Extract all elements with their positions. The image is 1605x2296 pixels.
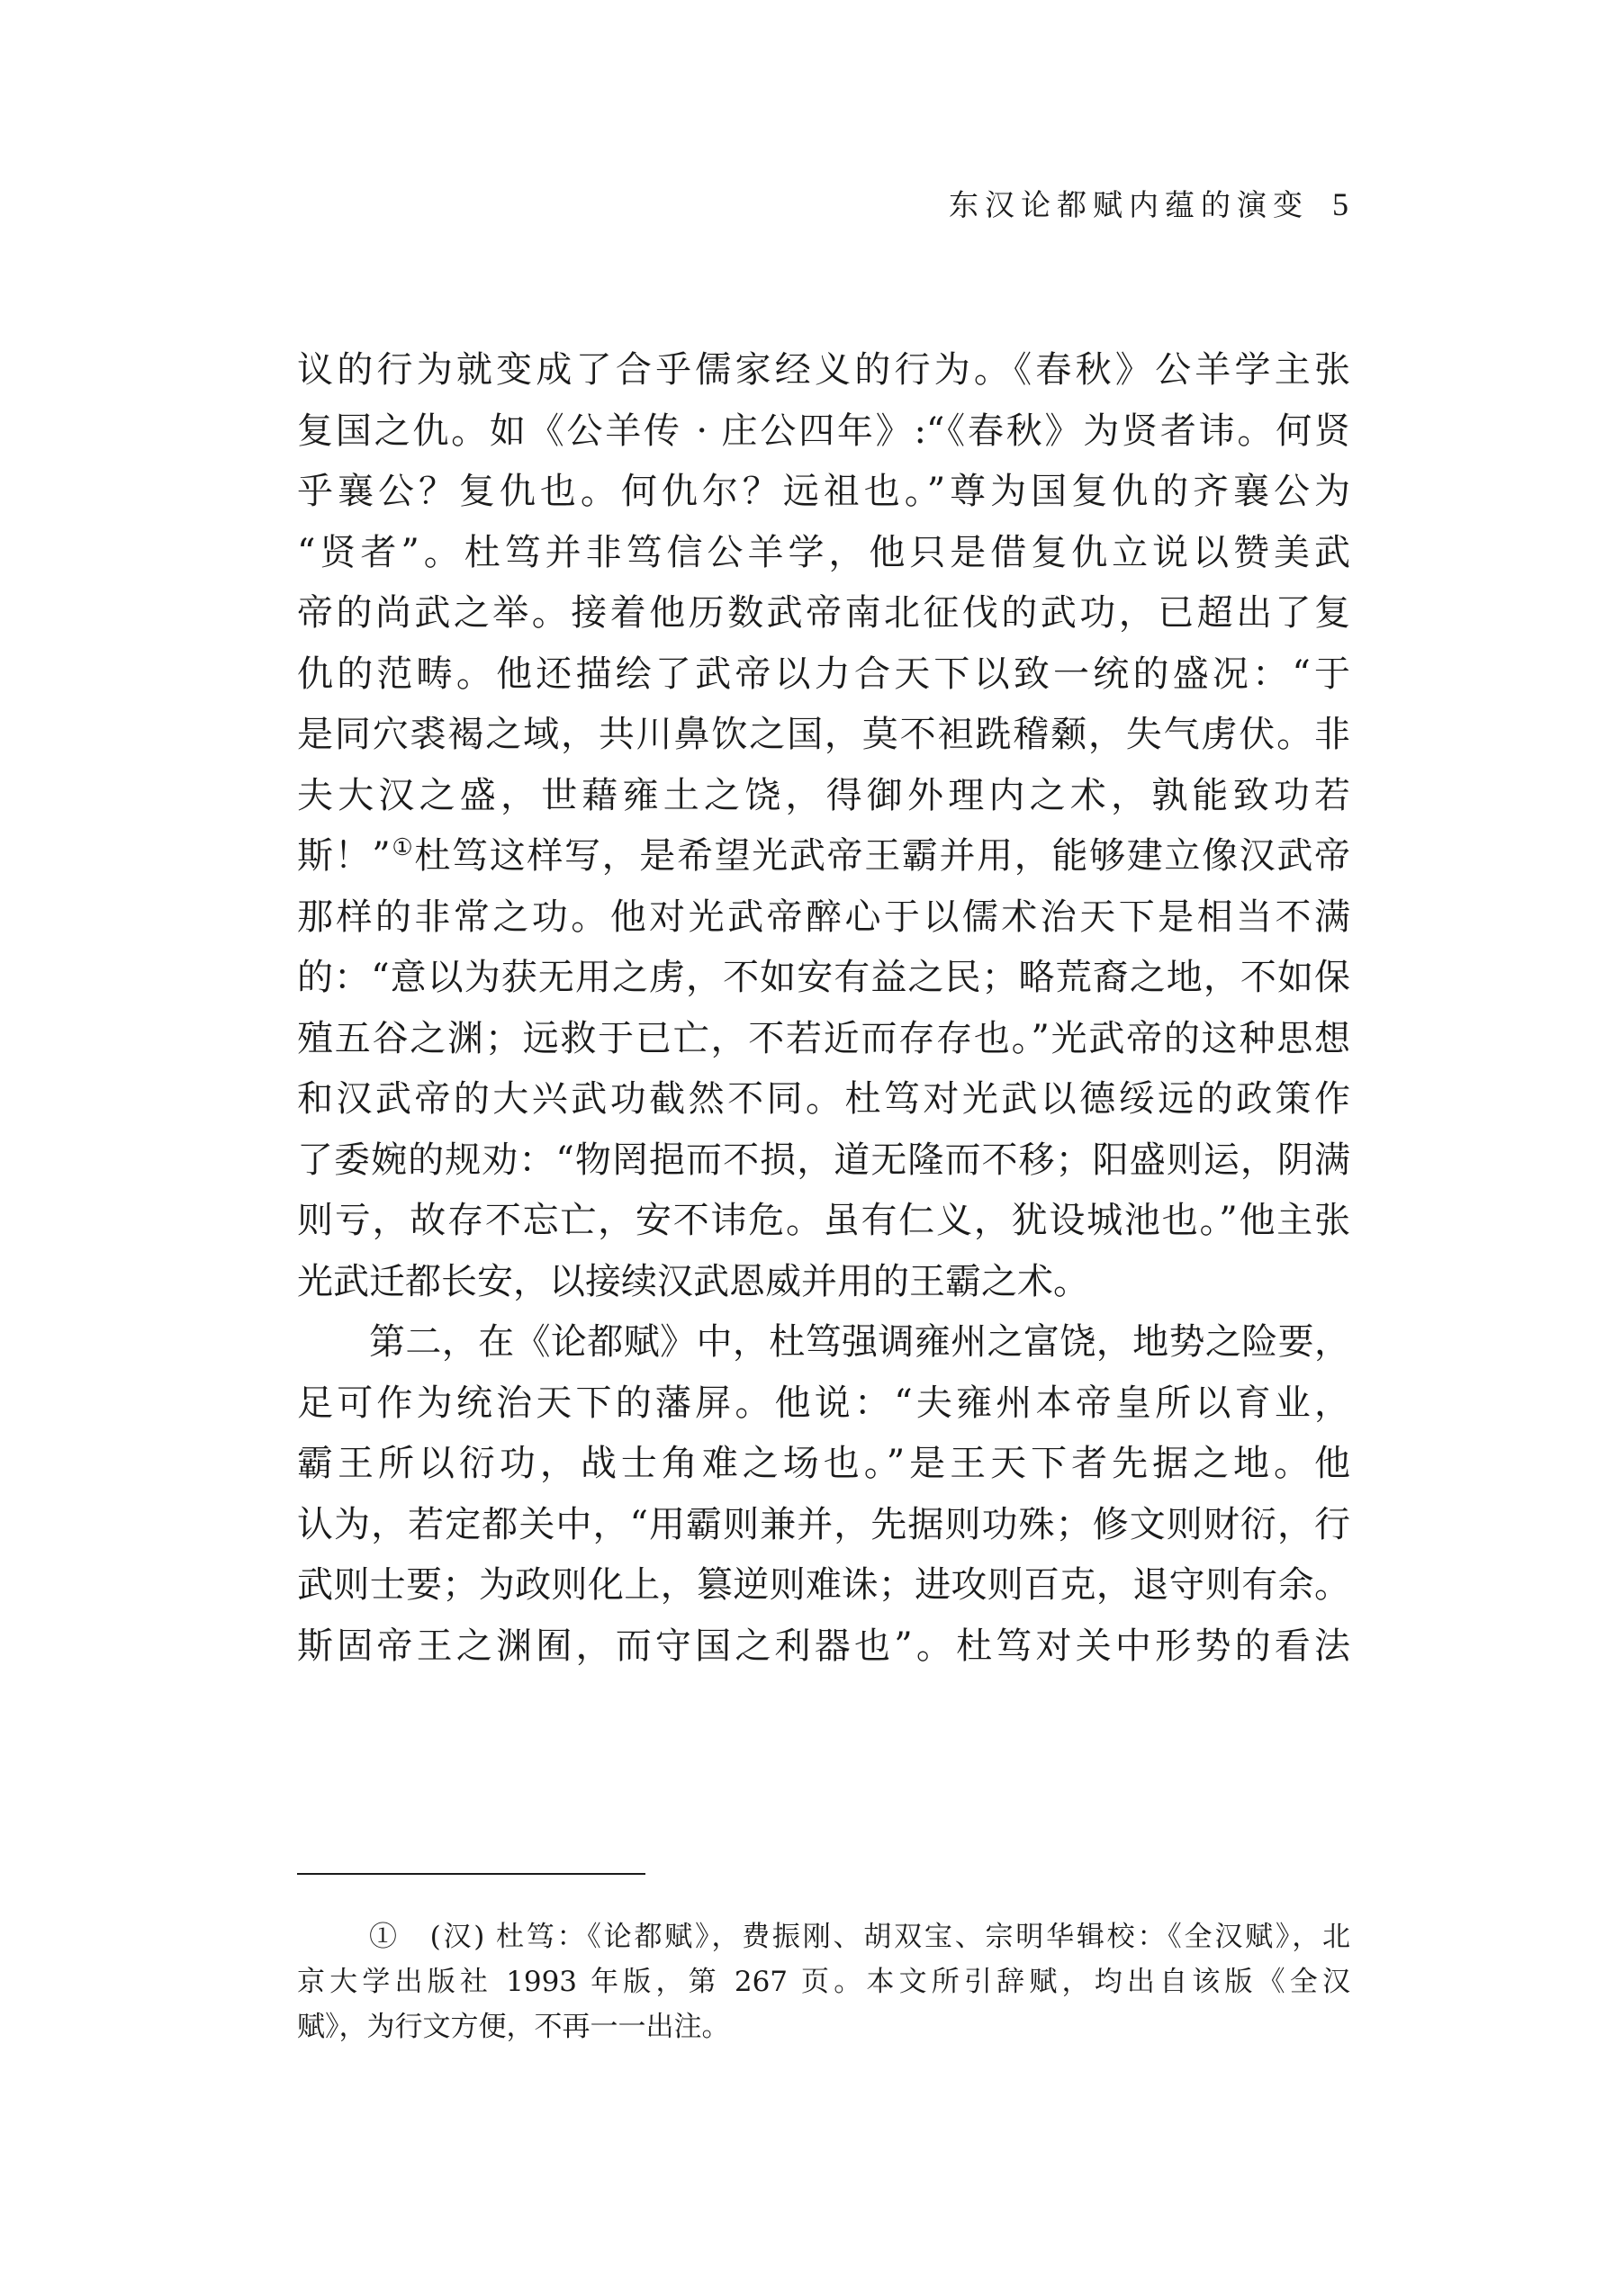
text-line: 斯固帝王之渊囿，而守国之利器也”。杜笃对关中形势的看法 [297, 1625, 1350, 1667]
running-header-title: 东汉论都赋内蕴的演变 [949, 187, 1309, 222]
footnote [297, 1914, 1350, 2049]
text-line [297, 826, 1350, 887]
text-line: 光武迁都长安，以接续汉武恩威并用的王霸之术。 [297, 1260, 1089, 1302]
text-line: 那样的非常之功。他对光武帝醉心于以儒术治天下是相当不满 [297, 896, 1350, 938]
text-line: 帝的尚武之举。接着他历数武帝南北征伐的武功，已超出了复 [297, 592, 1350, 634]
text-line: “贤者”。杜笃并非笃信公羊学，他只是借复仇立说以赞美武 [297, 531, 1350, 573]
page-number: 5 [1332, 186, 1348, 222]
text-line: 乎襄公？复仇也。何仇尔？远祖也。”尊为国复仇的齐襄公为 [297, 471, 1350, 512]
footnote-line: 京大学出版社 1993 年版，第 267 页。本文所引辞赋，均出自该版《全汉 [297, 1966, 1350, 1998]
running-header [949, 185, 1348, 225]
footnote-line: 赋》，为行文方便，不再一一出注。 [297, 2011, 730, 2043]
footnote-reference[interactable]: ① [390, 834, 415, 861]
text-line: 认为，若定都关中，“用霸则兼并，先据则功殊；修文则财衍，行 [297, 1503, 1350, 1545]
text-line: 议的行为就变成了合乎儒家经义的行为。《春秋》公羊学主张 [297, 349, 1350, 391]
paragraph-start-line: 第二，在《论都赋》中，杜笃强调雍州之富饶，地势之险要， [369, 1321, 1350, 1363]
text-line: 殖五谷之渊；远救于已亡，不若近而存存也。”光武帝的这种思想 [297, 1017, 1350, 1059]
footnote-line: ① (汉) 杜笃：《论都赋》，费振刚、胡双宝、宗明华辑校：《全汉赋》，北 [369, 1921, 1350, 1953]
text-line: 则亏，故存不忘亡，安不讳危。虽有仁义，犹设城池也。”他主张 [297, 1200, 1350, 1241]
text-line: 了委婉的规劝：“物罔挹而不损，道无隆而不移；阳盛则运，阴满 [297, 1139, 1350, 1181]
text-line: 夫大汉之盛，世藉雍土之饶，得御外理内之术，孰能致功若 [297, 774, 1350, 816]
footnote-divider [297, 1873, 645, 1875]
text-line: 的：“意以为获无用之虏，不如安有益之民；略荒裔之地，不如保 [297, 957, 1350, 998]
text-line: 是同穴裘褐之域，共川鼻饮之国，莫不袒跣稽颡，失气虏伏。非 [297, 714, 1350, 755]
text-line: 复国之仇。如《公羊传 · 庄公四年》:“《春秋》为贤者讳。何贤 [297, 410, 1350, 452]
body-text [297, 340, 1350, 1677]
line-rest: 杜笃这样写，是希望光武帝王霸并用，能够建立像汉武帝 [414, 835, 1351, 877]
text-line: 和汉武帝的大兴武功截然不同。杜笃对光武以德绥远的政策作 [297, 1078, 1350, 1120]
text-line: 霸王所以衍功，战士角难之场也。”是王天下者先据之地。他 [297, 1443, 1350, 1484]
text-line: 仇的范畴。他还描绘了武帝以力合天下以致一统的盛况：“于 [297, 653, 1350, 695]
text-line: 足可作为统治天下的藩屏。他说：“夫雍州本帝皇所以育业， [297, 1382, 1350, 1424]
line-prefix: 斯！” [297, 835, 391, 877]
text-line: 武则士要；为政则化上，篡逆则难诛；进攻则百克，退守则有余。 [297, 1564, 1350, 1606]
